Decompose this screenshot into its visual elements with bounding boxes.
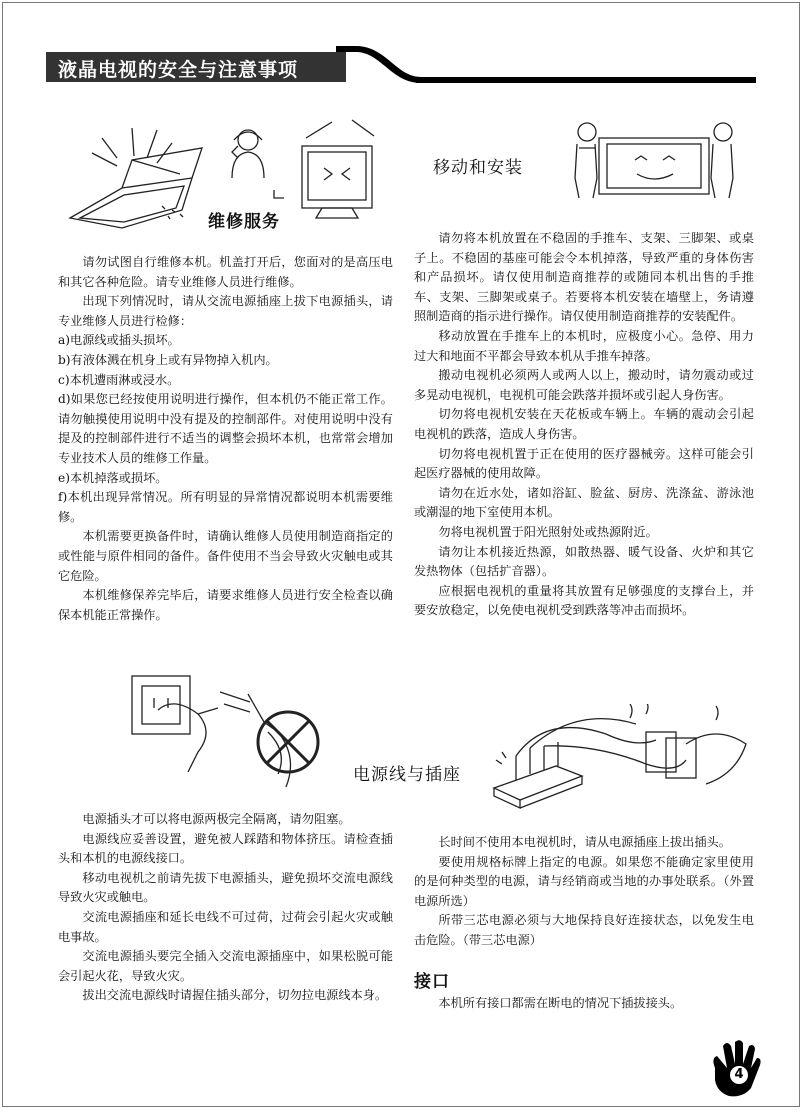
power-para-7: 长时间不使用本电视机时，请从电源插座上拔出插头。 <box>438 835 731 849</box>
repair-item-f: f)本机出现异常情况。所有明显的异常情况都说明本机需要维修。 <box>58 490 393 524</box>
moving-para-3: 搬动电视机必须两人或两人以上，搬动时，请勿震动或过多晃动电视机，电视机可能会跌落并损坏或引起人身伤害。 <box>414 368 754 402</box>
moving-illustration <box>565 118 745 200</box>
interface-heading: 接口 <box>414 972 450 992</box>
moving-para-2: 移动放置在手推车上的本机时，应极度小心。急停、用力过大和地面不平都会导致本机从手推车掉落。 <box>414 328 754 363</box>
power-para-8: 要使用规格标牌上指定的电源。如果您不能确定家里使用的是何种类型的电源，请与经销商或当地的办事处联系。（外置电源所选） <box>414 854 754 908</box>
repair-para-2: 出现下列情况时，请从交流电源插座上拔下电源插头，请专业维修人员进行检修： <box>58 294 393 328</box>
power-para-3: 移动电视机之前请先拔下电源插头，避免损坏交流电源线导致火灾或触电。 <box>58 870 393 905</box>
interface-para-1: 本机所有接口都需在断电的情况下插拔接头。 <box>438 996 683 1010</box>
repair-para-check: 本机维修保养完毕后，请要求维修人员进行安全检查以确保本机能正常操作。 <box>58 588 393 622</box>
moving-para-9: 应根据电视机的重量将其放置有足够强度的支撑台上，并要安放稳定，以免使电视机受到跌落等冲击而损坏。 <box>414 583 754 618</box>
power-para-6: 拔出交流电源线时请握住插头部分，切勿拉电源线本身。 <box>82 988 388 1003</box>
repair-para-1: 请勿试图自行维修本机。机盖打开后，您面对的是高压电和其它各种危险。请专业维修人员进行维修。 <box>58 255 393 289</box>
power-heading: 电源线与插座 <box>353 765 461 785</box>
repair-item-a: a)电源线或插头损坏。 <box>58 333 180 348</box>
interface-text <box>414 994 754 1014</box>
repair-item-b: b)有液体溅在机身上或有异物掉入机内。 <box>58 352 278 367</box>
power-text-right <box>414 833 754 951</box>
moving-para-4: 切勿将电视机安装在天花板或车辆上。车辆的震动会引起电视机的跌落，造成人身伤害。 <box>414 407 754 441</box>
power-text-left <box>58 810 393 1006</box>
page-number: 4 <box>730 1066 748 1084</box>
moving-para-5: 切勿将电视机置于正在使用的医疗器械旁。这样可能会引起医疗器械的使用故障。 <box>414 446 754 481</box>
page-header <box>46 44 756 84</box>
power-strip-illustration <box>486 704 766 812</box>
power-para-2: 电源线应妥善设置，避免被人踩踏和物体挤压。请检查插头和本机的电源线接口。 <box>58 831 393 866</box>
power-para-5: 交流电源插头要完全插入交流电源插座中，如果松脱可能会引起火花，导致火灾。 <box>58 949 393 983</box>
repair-heading: 维修服务 <box>208 212 280 232</box>
header-curve <box>336 44 426 84</box>
power-para-4: 交流电源插座和延长电线不可过荷，过荷会引起火灾或触电事故。 <box>58 909 393 944</box>
moving-text <box>414 229 754 621</box>
plug-illustration <box>128 662 328 792</box>
moving-para-6: 请勿在近水处，诸如浴缸、脸盆、厨房、洗涤盆、游泳池或潮湿的地下室使用本机。 <box>414 485 754 520</box>
power-para-9: 所带三芯电源必须与大地保持良好连接状态，以免发生电击危险。（带三芯电源） <box>414 913 754 947</box>
header-rule <box>416 77 756 83</box>
moving-heading: 移动和安装 <box>433 158 523 178</box>
moving-para-1: 请勿将本机放置在不稳固的手推车、支架、三脚架、或桌子上。不稳固的基座可能会令本机掉落，导致严重的身体伤害和产品损坏。请仅使用制造商推荐的或随同本机出售的手推车、支架、三脚架或桌子。若要将本机安装在墙壁上，务请遵照制造商的指示进行操作。请仅使用制造商推荐的安装配件。 <box>414 231 754 324</box>
repair-item-c: c)本机遭雨淋或浸水。 <box>58 372 180 387</box>
power-para-1: 电源插头才可以将电源两极完全隔离，请勿阻塞。 <box>82 812 351 826</box>
repair-item-d: d)如果您已经按使用说明进行操作，但本机仍不能正常工作。请勿触摸使用说明中没有提及的控制部件。对使用说明中没有提及的控制部件进行不适当的调整会损坏本机，也常常会增加专业技术人员的维修工作量。 <box>58 392 393 465</box>
repair-item-e: e)本机掉落或损坏。 <box>58 470 168 485</box>
page-title: 液晶电视的安全与注意事项 <box>58 59 299 81</box>
repair-text <box>58 253 393 625</box>
repair-para-parts: 本机需要更换备件时，请确认维修人员使用制造商指定的或性能与原件相同的备件。备件使用不当会导致火灾触电或其它危险。 <box>58 529 393 583</box>
moving-para-7: 勿将电视机置于阳光照射处或热源附近。 <box>438 524 658 539</box>
moving-para-8: 请勿让本机接近热源，如散热器、暖气设备、火炉和其它发热物体（包括扩音器）。 <box>414 544 754 579</box>
